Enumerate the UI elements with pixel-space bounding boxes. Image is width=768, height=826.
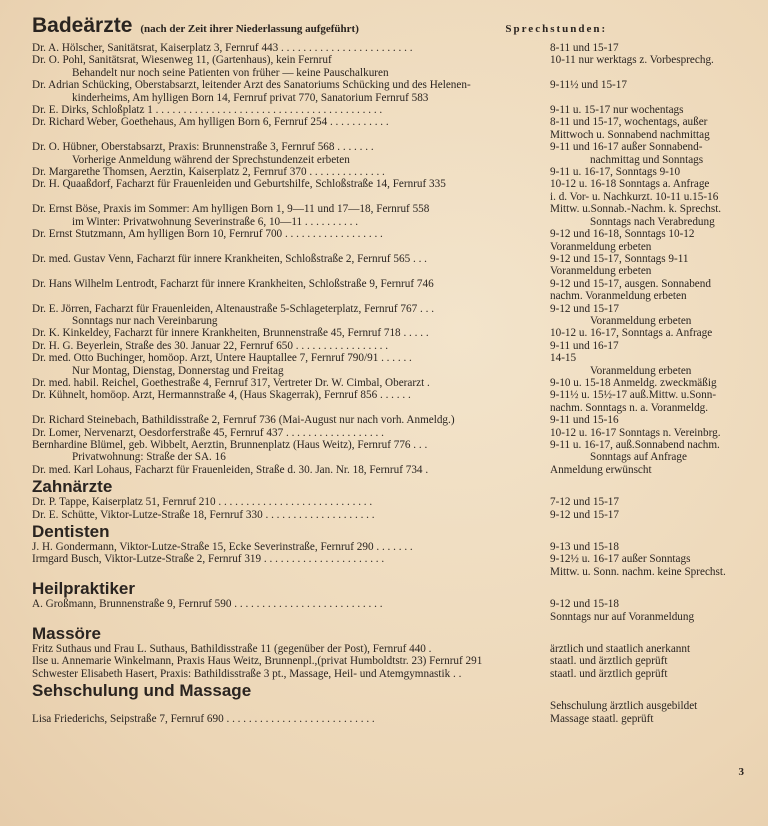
entry-name-address: J. H. Gondermann, Viktor-Lutze-Straße 15, Ecke Severinstraße, Fernruf 290 . . . . . . . — [32, 541, 413, 554]
entry-hours: 9-11 u. 15-17 nur wochentags — [550, 104, 684, 117]
entry-name-address: Dr. med. Otto Buchinger, homöop. Arzt, Untere Hauptallee 7, Fernruf 790/91 . . . . . . — [32, 352, 412, 365]
entry-name-address: Dr. P. Tappe, Kaiserplatz 51, Fernruf 210 . . . . . . . . . . . . . . . . . . . . . . . . . . . . — [32, 496, 373, 509]
entry-name-address: Dr. E. Jörren, Facharzt für Frauenleiden, Altenaustraße 5-Schlageterplatz, Fernruf 767 . . . — [32, 302, 434, 315]
directory-entry — [32, 278, 744, 290]
directory-entry — [32, 303, 744, 315]
directory-entry — [32, 340, 744, 352]
entry-name-address: Dr. K. Kinkeldey, Facharzt für innere Krankheiten, Brunnenstraße 45, Fernruf 718 . . . . . — [32, 327, 429, 340]
directory-entry — [32, 427, 744, 439]
entry-hours: 9-12 und 15-17 — [550, 508, 619, 521]
directory-page — [32, 14, 744, 725]
directory-entry — [32, 643, 744, 655]
section-title: Zahnärzte — [32, 477, 113, 497]
hours-column-label: Sprechstunden: — [505, 23, 608, 35]
directory-entry — [32, 496, 744, 508]
entry-name-address — [32, 129, 550, 141]
directory-entry — [32, 178, 744, 190]
entry-hours: Sonntags nach Verabredung — [590, 215, 715, 228]
entry-hours: Sehschulung ärztlich ausgebildet — [550, 700, 698, 713]
entry-name-address: Dr. med. Gustav Venn, Facharzt für innere Krankheiten, Schloßstraße 2, Fernruf 565 . . . — [32, 252, 427, 265]
page-number: 3 — [738, 766, 744, 778]
entry-hours: 9-11½ u. 15½-17 auß.Mittw. u.Sonn- — [550, 389, 717, 402]
directory-entry — [32, 265, 744, 277]
entry-hours: 9-12 und 15-17, ausgen. Sonnabend — [550, 277, 711, 290]
entry-name-address: Dr. O. Pohl, Sanitätsrat, Wiesenweg 11, (Gartenhaus), kein Fernruf — [32, 54, 332, 67]
entry-name-address: Fritz Suthaus und Frau L. Suthaus, Bathildisstraße 11 (gegenüber der Post), Fernruf 440 . — [32, 643, 432, 656]
entry-name-address: Dr. Ernst Böse, Praxis im Sommer: Am hylligen Born 1, 9—11 und 17—18, Fernruf 558 — [32, 203, 430, 216]
directory-entry — [32, 451, 744, 463]
directory-entry — [32, 241, 744, 253]
directory-entry — [32, 54, 744, 66]
heading-row — [32, 14, 744, 38]
entry-hours — [590, 92, 744, 104]
entry-hours: 10-12 u. 16-17, Sonntags a. Anfrage — [550, 327, 713, 340]
entry-name-address: Vorherige Anmeldung während der Sprechstundenzeit erbeten — [72, 153, 350, 166]
entry-name-address: Dr. Ernst Stutzmann, Am hylligen Born 10, Fernruf 700 . . . . . . . . . . . . . . . . . . — [32, 228, 383, 241]
entry-hours: 10-12 u. 16-18 Sonntags a. Anfrage — [550, 178, 710, 191]
entry-hours — [590, 67, 744, 79]
entry-hours: Sonntags auf Anfrage — [590, 451, 687, 464]
entry-name-address: Dr. Kühnelt, homöop. Arzt, Hermannstraße 4, (Haus Skagerrak), Fernruf 856 . . . . . . — [32, 389, 411, 402]
entry-name-address: Dr. med. Karl Lohaus, Facharzt für Frauenleiden, Straße d. 30. Jan. Nr. 18, Fernruf 734 . — [32, 463, 429, 476]
directory-entry — [32, 42, 744, 54]
directory-entry — [32, 402, 744, 414]
entry-name-address: Dr. E. Schütte, Viktor-Lutze-Straße 18, Fernruf 330 . . . . . . . . . . . . . . . . . . . . — [32, 508, 375, 521]
entry-hours: i. d. Vor- u. Nachkurzt. 10-11 u.15-16 — [550, 190, 719, 203]
badeaerzte-list — [32, 42, 744, 476]
entry-name-address — [32, 402, 550, 414]
directory-entry — [32, 509, 744, 521]
directory-entry — [32, 191, 744, 203]
directory-entry — [32, 203, 744, 215]
entry-hours: nachm. Sonntags n. a. Voranmeldg. — [550, 401, 709, 414]
directory-entry — [32, 67, 744, 79]
directory-entry — [32, 668, 744, 680]
entry-name-address: Schwester Elisabeth Hasert, Praxis: Bathildisstraße 3 pt., Massage, Heil- und Atemgymnastik . . — [32, 667, 462, 680]
entry-name-address: Dr. Margarethe Thomsen, Aerztin, Kaiserplatz 2, Fernruf 370 . . . . . . . . . . . . . . — [32, 166, 385, 179]
entry-hours: 9-12½ u. 16-17 außer Sonntags — [550, 553, 691, 566]
entry-name-address: Dr. H. G. Beyerlein, Straße des 30. Januar 22, Fernruf 650 . . . . . . . . . . . . . . . . . — [32, 339, 389, 352]
directory-entry — [32, 598, 744, 610]
directory-entry — [32, 611, 744, 623]
directory-entry — [32, 315, 744, 327]
entry-hours: nachmittag und Sonntags — [590, 153, 704, 166]
entry-name-address: Irmgard Busch, Viktor-Lutze-Straße 2, Fernruf 319 . . . . . . . . . . . . . . . . . . . . . . — [32, 553, 385, 566]
entry-hours: 9-10 u. 15-18 Anmeldg. zweckmäßig — [550, 376, 717, 389]
entry-name-address: Dr. Hans Wilhelm Lentrodt, Facharzt für innere Krankheiten, Schloßstraße 9, Fernruf 746 — [32, 277, 434, 290]
entry-hours: 8-11 und 15-17, wochentags, außer — [550, 116, 708, 129]
entry-hours: 9-12 und 15-17 — [550, 302, 619, 315]
directory-entry — [32, 713, 744, 725]
entry-name-address: im Winter: Privatwohnung Severinstraße 6, 10—11 . . . . . . . . . . — [72, 215, 359, 228]
entry-name-address — [32, 700, 550, 712]
entry-name-address: Dr. A. Hölscher, Sanitätsrat, Kaiserplatz 3, Fernruf 443 . . . . . . . . . . . . . . . . . . . . . . . . — [32, 42, 413, 54]
section-title: Dentisten — [32, 522, 110, 542]
entry-name-address: Dr. Richard Steinebach, Bathildisstraße 2, Fernruf 736 (Mai-August nur nach vorh. Anmeldg.) — [32, 414, 455, 427]
entry-hours: ärztlich und staatlich anerkannt — [550, 643, 691, 656]
directory-entry — [32, 377, 744, 389]
directory-entry — [32, 116, 744, 128]
directory-entry — [32, 566, 744, 578]
entry-hours: 9-11 u. 16-17, auß.Sonnabend nachm. — [550, 439, 720, 451]
entry-name-address: Behandelt nur noch seine Patienten von früher — keine Pauschalkuren — [72, 66, 389, 79]
entry-hours: Voranmeldung erbeten — [590, 314, 692, 327]
entry-name-address: kinderheims, Am hylligen Born 14, Fernruf privat 770, Sanatorium Fernruf 583 — [72, 91, 429, 104]
directory-entry — [32, 216, 744, 228]
directory-entry — [32, 464, 744, 476]
other-sections — [32, 478, 744, 725]
entry-name-address — [32, 191, 550, 203]
heading-note: (nach der Zeit ihrer Niederlassung aufgeführt) — [140, 23, 359, 35]
entry-hours: 9-12 und 16-18, Sonntags 10-12 — [550, 228, 695, 241]
entry-name-address: Dr. E. Dirks, Schloßplatz 1 . . . . . . . . . . . . . . . . . . . . . . . . . . . . . . . . . . . . . . . . . — [32, 104, 383, 117]
directory-entry — [32, 104, 744, 116]
directory-entry — [32, 389, 744, 401]
entry-hours: Voranmeldung erbeten — [590, 364, 692, 377]
entry-name-address — [32, 290, 550, 302]
entry-name-address — [32, 611, 550, 623]
directory-entry — [32, 700, 744, 712]
directory-entry — [32, 352, 744, 364]
entry-hours: Voranmeldung erbeten — [550, 265, 652, 278]
section-title: Heilpraktiker — [32, 579, 135, 599]
entry-name-address: Dr. H. Quaaßdorf, Facharzt für Frauenleiden und Geburtshilfe, Schloßstraße 14, Fernruf 335 — [32, 178, 446, 191]
entry-name-address — [32, 241, 550, 253]
entry-hours: Voranmeldung erbeten — [550, 240, 652, 253]
entry-hours: Mittwoch u. Sonnabend nachmittag — [550, 128, 710, 141]
entry-name-address: Lisa Friederichs, Seipstraße 7, Fernruf 690 . . . . . . . . . . . . . . . . . . . . . . . . . . . — [32, 712, 375, 725]
entry-name-address: Dr. Lomer, Nervenarzt, Oesdorferstraße 45, Fernruf 437 . . . . . . . . . . . . . . . . . . — [32, 426, 384, 439]
directory-entry — [32, 166, 744, 178]
entry-hours: 9-11 u. 16-17, Sonntags 9-10 — [550, 166, 681, 179]
directory-entry — [32, 253, 744, 265]
entry-hours: Mittw. u.Sonnab.-Nachm. k. Sprechst. — [550, 203, 722, 216]
entry-name-address: Dr. O. Hübner, Oberstabsarzt, Praxis: Brunnenstraße 3, Fernruf 568 . . . . . . . — [32, 141, 374, 154]
entry-name-address: A. Großmann, Brunnenstraße 9, Fernruf 590 . . . . . . . . . . . . . . . . . . . . . . . . . . . — [32, 598, 383, 611]
directory-entry — [32, 92, 744, 104]
directory-entry — [32, 290, 744, 302]
entry-hours: 10-12 u. 16-17 Sonntags n. Vereinbrg. — [550, 426, 721, 439]
entry-hours: Massage staatl. geprüft — [550, 712, 654, 725]
entry-hours: 14-15 — [550, 352, 577, 365]
directory-entry — [32, 141, 744, 153]
entry-hours: 10-11 nur werktags z. Vorbesprechg. — [550, 54, 714, 67]
entry-hours: Mittw. u. Sonn. nachm. keine Sprechst. — [550, 565, 726, 578]
entry-name-address: Dr. Adrian Schücking, Oberstabsarzt, leitender Arzt des Sanatoriums Schücking und des Helenen- — [32, 79, 471, 92]
directory-entry — [32, 129, 744, 141]
entry-hours: 9-11 und 16-17 außer Sonnabend- — [550, 141, 703, 154]
section-title: Sehschulung und Massage — [32, 681, 252, 701]
directory-entry — [32, 541, 744, 553]
entry-name-address — [32, 566, 550, 578]
entry-name-address: Ilse u. Annemarie Winkelmann, Praxis Haus Weitz, Brunnenpl.,(privat Humboldtstr. 23) Fernruf 291 — [32, 655, 483, 668]
entry-hours: Anmeldung erwünscht — [550, 463, 652, 476]
page-title: Badeärzte — [32, 14, 133, 37]
entry-hours: Sonntags nur auf Voranmeldung — [550, 610, 695, 623]
directory-entry — [32, 228, 744, 240]
directory-entry — [32, 553, 744, 565]
entry-name-address: Privatwohnung: Straße der SA. 16 — [72, 451, 226, 464]
directory-entry — [32, 655, 744, 667]
entry-hours: 9-11 und 16-17 — [550, 339, 619, 352]
directory-entry — [32, 365, 744, 377]
entry-hours: 9-13 und 15-18 — [550, 541, 619, 554]
directory-entry — [32, 414, 744, 426]
entry-hours: staatl. und ärztlich geprüft — [550, 667, 668, 680]
entry-hours: 7-12 und 15-17 — [550, 496, 619, 509]
entry-hours: staatl. und ärztlich geprüft — [550, 655, 668, 668]
entry-hours: 9-12 und 15-18 — [550, 598, 619, 611]
directory-entry — [32, 79, 744, 91]
directory-entry — [32, 154, 744, 166]
entry-hours: nachm. Voranmeldung erbeten — [550, 290, 687, 303]
directory-entry — [32, 439, 744, 451]
entry-hours: 9-11½ und 15-17 — [550, 79, 627, 92]
entry-name-address: Dr. Richard Weber, Goethehaus, Am hylligen Born 6, Fernruf 254 . . . . . . . . . . . — [32, 116, 389, 129]
directory-entry — [32, 327, 744, 339]
entry-hours: 9-11 und 15-16 — [550, 414, 619, 427]
entry-name-address: Sonntags nur nach Vereinbarung — [72, 314, 218, 327]
entry-hours: 8-11 und 15-17 — [550, 42, 619, 54]
entry-hours: 9-12 und 15-17, Sonntags 9-11 — [550, 252, 689, 265]
entry-name-address: Nur Montag, Dienstag, Donnerstag und Freitag — [72, 364, 284, 377]
entry-name-address: Dr. med. habil. Reichel, Goethestraße 4, Fernruf 317, Vertreter Dr. W. Cimbal, Oberarzt . — [32, 376, 430, 389]
entry-name-address: Bernhardine Blümel, geb. Wibbelt, Aerztin, Brunnenplatz (Haus Weitz), Fernruf 776 . . . — [32, 439, 428, 451]
entry-name-address — [32, 265, 550, 277]
section-title: Massöre — [32, 624, 101, 644]
